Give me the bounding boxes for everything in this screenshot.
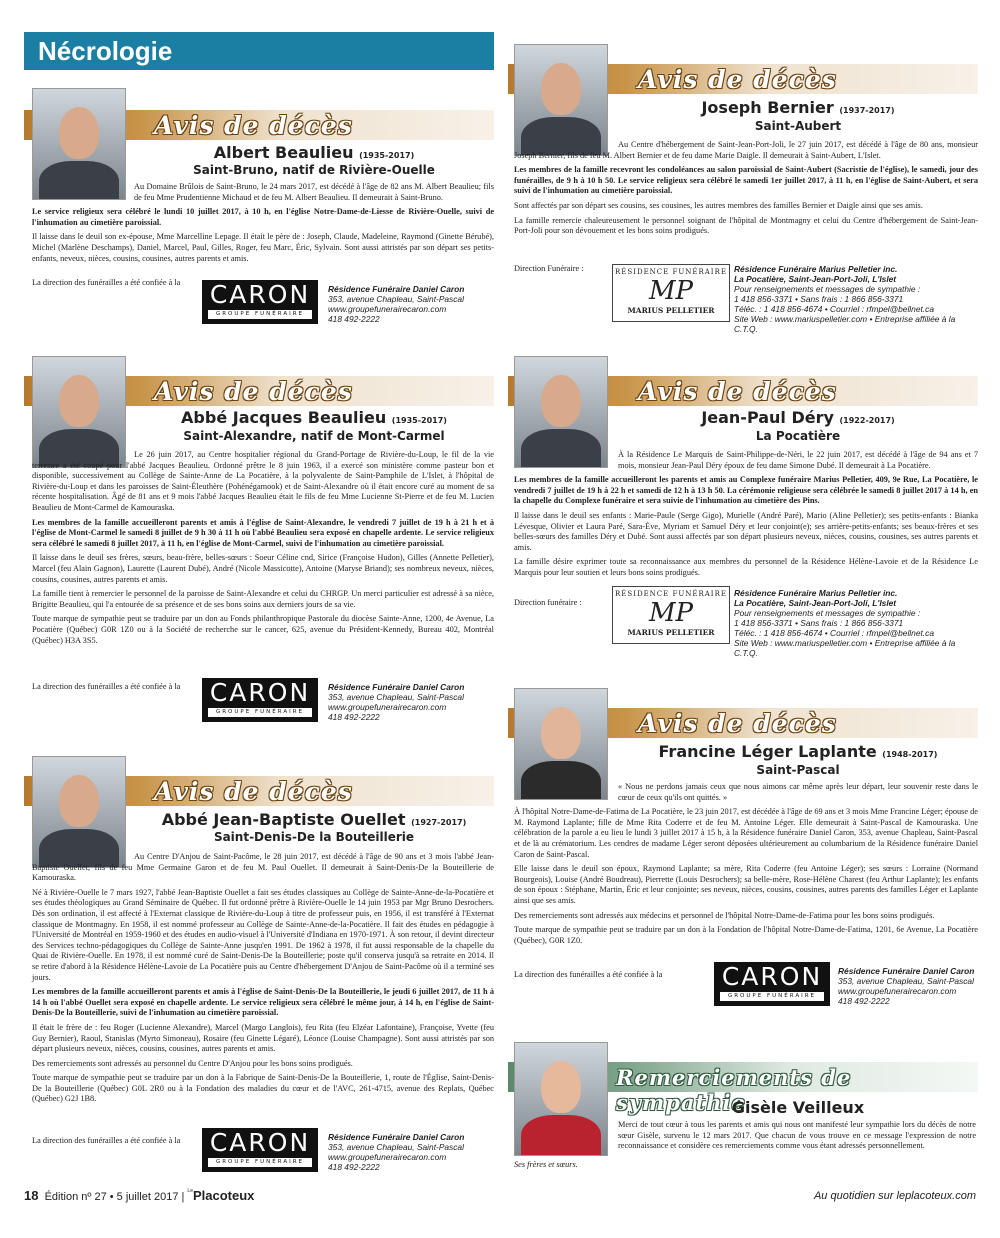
notice-paragraph: Il était le frère de : feu Roger (Lucienne Alexandre), Marcel (Margo Langlois), feu Rita (feu Elzéar Lafontaine), Françoise, Yvette (feu Guy Bernier), Raoul, Stanislas (Myrto Simoneau), Rosaire (feu Ginette Légaré), Léonce (Louise Champagne). Sont aussi attristés par son départ plusieurs neveux, nièces, cousins, cousines, autres parents et amis.	[32, 1022, 494, 1054]
notice-paragraph: Le service religieux sera célébré le lundi 10 juillet 2017, à 10 h, en l'église Notre-Dame-de-Liesse de Rivière-Ouelle, suivi de l'inhumation au cimetière paroissial.	[32, 207, 494, 227]
signature: Ses frères et sœurs.	[514, 1160, 578, 1169]
person-name: Gisèle Veilleux	[731, 1098, 865, 1117]
deceased-place: La Pocatière	[755, 429, 841, 443]
direction-label: La direction des funérailles a été confiée à la	[514, 970, 663, 979]
brand-prefix: Le	[187, 1188, 193, 1194]
banner-title: Avis de décès	[638, 709, 837, 738]
funeral-home-info: Résidence Funéraire Marius Pelletier inc. La Pocatière, Saint-Jean-Port-Joli, L'Islet Pour renseignements et messages de sympathie : 1 418 856-3371 • Sans frais : 1 866 856-3371 Téléc. : 1 418 856-4674 • Courriel : rfmpel@bellnet.ca Site Web : www.mariuspelletier.com • Entreprise affiliée à la C.T.Q.	[734, 588, 956, 658]
notice-paragraph: À l'hôpital Notre-Dame-de-Fatima de La Pocatière, le 23 juin 2017, est décédée à l'âge de 69 ans et 3 mois Mme Francine Léger; épouse de M. Raymond Laplante; fille de Mme Rita Coderre et de feu M. Antoine Léger. Elle demeurait à Saint-Pascal de Kamouraska. Une célébration de la parole a eu lieu le lundi 3 juillet 2017 à 15 h, à la Résidence funéraire Daniel Caron, 353, avenue Chapleau, Saint-Pascal et de là au crématorium. Les cendres de madame Léger seront déposées ultérieurement au columbarium de la Résidence funéraire Daniel Caron de Saint-Pascal.	[514, 807, 978, 859]
notice-paragraph: À la Résidence Le Marquis de Saint-Philippe-de-Néri, le 22 juin 2017, est décédé à l'âge de 94 ans et 7 mois, monsieur Jean-Paul Déry époux de feu dame Simone Dubé. Il demeurait à La Pocatière.	[618, 450, 978, 470]
notice-paragraph: Les membres de la famille accueilleront parents et amis à l'église de Saint-Denis-De la Bouteillerie, le jeudi 6 juillet 2017, de 11 h à 14 h où l'abbé Ouellet sera exposé en chapelle ardente. Le service religieux sera célébré le même jour, à 14 h, en l'église de Saint-Denis-De la Bouteillerie, suivi de l'inhumation au cimetière paroissial.	[32, 987, 494, 1018]
notice-body	[514, 450, 978, 583]
notice-paragraph: Elle laisse dans le deuil son époux, Raymond Laplante; sa mère, Rita Coderre (feu Antoine Léger); ses sœurs : Lorraine (Normand Bourgeois), Louise (André Boudreau), Pierrette (Louis Desrochers); sa belle-mère, Rose-Hélène Charest (feu Arthur Laplante); les enfants de son époux : Stéphane, Martin, Éric et leur conjointe; ses neveux, nièces, cousins, cousines, autres parents des familles Léger et Laplante ainsi que ses amis.	[514, 864, 978, 905]
caron-logo: CARON GROUPE FUNÉRAIRE	[202, 678, 318, 722]
notice-paragraph: Au Domaine Brûlois de Saint-Bruno, le 24 mars 2017, est décédé à l'âge de 82 ans M. Albert Beaulieu; fils de feu Mme Prudentienne Michaud et de feu M. Albert Beaulieu. Il demeurait à Saint-Bruno.	[134, 182, 494, 202]
deceased-name: Joseph Bernier (1937-2017)	[701, 98, 895, 117]
notice-paragraph: Merci de tout cœur à tous les parents et amis qui nous ont manifesté leur sympathie lors du décès de notre sœur Gisèle, survenu le 12 mars 2017. Que chacun de vous trouve en ce message l'expression de notre reconnaissance et considère ces remerciements comme vous étant adressés personnellement.	[618, 1120, 976, 1151]
direction-label: Direction Funéraire :	[514, 264, 584, 273]
notice-body	[32, 450, 494, 650]
notice-paragraph: La famille désire exprimer toute sa reconnaissance aux membres du personnel de la Résidence Hélène-Lavoie et de la Résidence Le Marquis pour leur soutien et leurs bons soins prodigués.	[514, 557, 978, 577]
notice-paragraph: La famille tient à remercier le personnel de la paroisse de Saint-Alexandre et celui du CHRGP. Un merci particulier est adressé à sa nièce, Brigitte Beaulieu, qui l'a entourée de sa présence et de ses bons soins aux derniers jours de sa vie.	[32, 589, 494, 609]
deceased-place: Saint-Bruno, natif de Rivière-Ouelle	[193, 163, 435, 177]
direction-label: La direction des funérailles a été confiée à la	[32, 682, 181, 691]
notice-body	[514, 140, 978, 241]
banner-title: Avis de décès	[154, 111, 353, 140]
marius-pelletier-logo: RÉSIDENCE FUNÉRAIRE MP MARIUS PELLETIER	[612, 586, 730, 644]
page-footer-left	[24, 1188, 254, 1203]
portrait-photo	[514, 1042, 608, 1156]
notice-paragraph: Des remerciements sont adressés aux médecins et personnel de l'hôpital Notre-Dame-de-Fatima pour les bons soins prodigués.	[514, 910, 935, 920]
deceased-place: Saint-Alexandre, natif de Mont-Carmel	[183, 429, 445, 443]
deceased-name: Francine Léger Laplante (1948-2017)	[658, 742, 938, 761]
direction-label: La direction des funérailles a été confiée à la	[32, 1136, 181, 1145]
caron-logo: CARON GROUPE FUNÉRAIRE	[714, 962, 830, 1006]
funeral-home-info: Résidence Funéraire Daniel Caron 353, avenue Chapleau, Saint-Pascal www.groupefunerairecaron.com 418 492-2222	[328, 284, 465, 324]
banner-title: Avis de décès	[154, 377, 353, 406]
notice-paragraph: Le 26 juin 2017, au Centre hospitalier régional du Grand-Portage de Rivière-du-Loup, le fil de la vie terrestre a été coupé pour l'abbé Jacques Beaulieu. Ordonné prêtre le 8 juin 1963, il a exercé son ministère comme pasteur bon et disponible, successivement au Collège de Sainte-Anne de La Pocatière, à la polyvalente de Saint-Pamphile de L'Islet, à l'hôpital de Rivière-du-Loup et dans les paroisses de Saint-Éleuthère (Pohénégamook) et de Saint-Alexandre où il était encore curé au moment de sa récente hospitalisation. Âgé de 81 ans et 9 mois l'abbé Jacques Beaulieu était le fils de feu Mme Lucienne St-Pierre et de feu M. Lucien Beaulieu de Mont-Carmel de Kamouraska.	[32, 450, 494, 512]
direction-label: La direction des funérailles a été confiée à la	[32, 278, 181, 287]
brand-name: Placoteux	[192, 1188, 255, 1203]
notice-paragraph: Au Centre D'Anjou de Saint-Pacôme, le 28 juin 2017, est décédé à l'âge de 90 ans et 3 mois l'abbé Jean-Baptiste Ouellet; fils de feu Mme Germaine Garon et de feu M. Paul Ouellet. Il demeurait à Saint-Denis-De la Bouteillerie de Kamouraska.	[32, 852, 494, 883]
notice-paragraph: Au Centre d'hébergement de Saint-Jean-Port-Joli, le 27 juin 2017, est décédé à l'âge de 80 ans, monsieur Joseph Bernier, fils de feu M. Albert Bernier et de feu dame Marie Daigle. Il demeurait à Saint-Aubert, L'Islet.	[514, 140, 978, 160]
edition-info: Édition nº 27 • 5 juillet 2017 |	[44, 1191, 185, 1203]
notice-body	[514, 782, 978, 950]
notice-paragraph: La famille remercie chaleureusement le personnel soignant de l'hôpital de Montmagny et celui du Centre d'hébergement de Saint-Jean-Port-Joli pour son dévouement et les bons soins prodigués.	[514, 215, 978, 236]
funeral-home-info: Résidence Funéraire Daniel Caron 353, avenue Chapleau, Saint-Pascal www.groupefunerairecaron.com 418 492-2222	[838, 966, 975, 1006]
footer-tagline: Au quotidien sur leplacoteux.com	[813, 1190, 976, 1202]
funeral-home-info: Résidence Funéraire Daniel Caron 353, avenue Chapleau, Saint-Pascal www.groupefunerairecaron.com 418 492-2222	[328, 682, 465, 722]
banner-title: Avis de décès	[638, 65, 837, 94]
section-header: Nécrologie	[24, 32, 494, 70]
deceased-place: Saint-Denis-De la Bouteillerie	[213, 830, 415, 844]
funeral-home-info: Résidence Funéraire Daniel Caron 353, avenue Chapleau, Saint-Pascal www.groupefunerairecaron.com 418 492-2222	[328, 1132, 465, 1172]
notice-body	[618, 1120, 976, 1156]
notice-paragraph: Il laisse dans le deuil ses enfants : Marie-Paule (Serge Gigo), Murielle (André Paré), Mario (Aline Pelletier); ses petits-enfants : Bianka Lévesque, Olivier et Laura Paré, Sara-Ève, Myriam et Samuel Déry et leur conjoint(e); ses arrière-petits-enfants; ses beaux-frères et ses belles-sœurs des familles Déry et Dubé. Sont aussi affectés par son départ plusieurs neveux, nièces, cousins, cousines, ses autres parents et amis.	[514, 510, 978, 552]
deceased-name: Jean-Paul Déry (1922-2017)	[701, 408, 895, 427]
banner-title: Avis de décès	[638, 377, 837, 406]
banner-title: Remerciements de sympathie	[616, 1065, 852, 1115]
notice-paragraph: Né à Rivière-Ouelle le 7 mars 1927, l'abbé Jean-Baptiste Ouellet a fait ses études classiques au Collège de Sainte-Anne-de-la-Pocatière et ses études théologiques au Grand Séminaire de Québec. Il fut ordonné prêtre à Rivière-Ouelle le 14 juin 1953 par Mgr Bruno Desrochers. Dès son ordination, il est affecté à l'Externat classique de Rivière-du-Loup à titre de professeur puis, en 1956, il est transféré à l'Externat classique de Montmagny. En 1958, il est nommé professeur au Collège de Sainte-Anne-de-la-Pocatière. Il fait des études en pédagogie à l'Université de Montréal en 1959-1960 et des études en audio-visuel à l'Université d'Indiana en 1970-1971. À son retour, il devint directeur des Services techno-pédagogiques du Collège de Sainte-Anne jusqu'en 1991. De 1962 à 1978, il fut aussi responsable de la chapelle du Quai de Rivière-Ouelle. En 1978, il est nommé curé de Saint-Denis-De la Bouteillerie; poste qu'il conserva jusqu'à sa retraite en 2014. Il se retire d'abord à la Résidence Hélène-Lavoie de La Pocatière puis au Centre d'hébergement D'Anjou de Saint-Pacôme où il a terminé ses jours.	[32, 887, 494, 982]
notice-paragraph: Toute marque de sympathie peut se traduire par un don à la Fabrique de Saint-Denis-De la Bouteillerie, 1, route de l'Église, Saint-Denis-De la Bouteillerie (Québec) G0L 2R0 ou à la Fondation des maladies du cœur et de l'AVC, 261-4715, avenue des Replats, Québec (Québec) G2J 1B8.	[32, 1073, 494, 1104]
deceased-name: Abbé Jean-Baptiste Ouellet (1927-2017)	[161, 810, 467, 829]
banner-title: Avis de décès	[154, 777, 353, 806]
notice-paragraph: Il laisse dans le deuil ses frères, sœurs, beau-frère, belles-sœurs : Soeur Céline cnd, Sirice (Françoise Hudon), Gilles (Annette Pelletier), Marcel (feu Alain Gagnon), Laurette (Laurent Dubé), André (Nicole Massicotte), Antoine (Maryse Briand); ses nombreux neveux, nièces, cousins, cousines, autres parents et amis.	[32, 553, 494, 584]
marius-pelletier-logo: RÉSIDENCE FUNÉRAIRE MP MARIUS PELLETIER	[612, 264, 730, 322]
notice-paragraph: Les membres de la famille accueilleront parents et amis à l'église de Saint-Alexandre, le vendredi 7 juillet de 19 h à 21 h et à l'église de Mont-Carmel le samedi 8 juillet de 9 h 30 à 11 h où l'abbé Beaulieu sera exposé en chapelle ardente. Le service religieux sera célébré le samedi 8 juillet 2017, à 11 h, en l'église de Mont-Carmel, suivi de l'inhumation au cimetière paroissial.	[32, 517, 494, 548]
notice-paragraph: Les membres de la famille recevront les condoléances au salon paroissial de Saint-Aubert (Sacristie de l'église), le samedi, jour des funérailles, de 9 h à 10 h 50. Le service religieux sera célébré le samedi 1er juillet 2017, à 11 h, en l'église de Saint-Aubert, et sera suivi de l'inhumation au cimetière paroissial.	[514, 165, 978, 196]
notice-paragraph: Il laisse dans le deuil son ex-épouse, Mme Marcelline Lepage. Il était le père de : Joseph, Claude, Madeleine, Raymond (Ginette Bérubé), Michel (Marlène Deschamps), Daniel, Marcel, Paul, Gilles, Roger, feu Marc, Éric, Sylvain. Sont aussi attristés par son départ ses petits-enfants, neveux, nièces, cousins, cousines, autres parents et amis.	[32, 232, 494, 263]
deceased-place: Saint-Pascal	[756, 763, 840, 777]
notice-paragraph: Des remerciements sont adressés au personnel du Centre D'Anjou pour les bons soins prodigués.	[32, 1058, 353, 1068]
notice-paragraph: Les membres de la famille accueilleront les parents et amis au Complexe funéraire Marius Pelletier, 409, 9e Rue, La Pocatière, le vendredi 7 juillet de 19 h à 22 h et samedi de 12 h à 13 h 50. La cérémonie religieuse sera célébrée le samedi 8 juillet 2017 à 14 h, en la chapelle du Complexe funéraire et sera suivie de l'inhumation au cimetière des Pins.	[514, 475, 978, 506]
caron-logo: CARON GROUPE FUNÉRAIRE	[202, 280, 318, 324]
deceased-name: Abbé Jacques Beaulieu (1935-2017)	[181, 408, 447, 427]
funeral-home-info: Résidence Funéraire Marius Pelletier inc. La Pocatière, Saint-Jean-Port-Joli, L'Islet Pour renseignements et messages de sympathie : 1 418 856-3371 • Sans frais : 1 866 856-3371 Téléc. : 1 418 856-4674 • Courriel : rfmpel@bellnet.ca Site Web : www.mariuspelletier.com • Entreprise affiliée à la C.T.Q.	[734, 264, 956, 334]
page-number: 18	[24, 1188, 39, 1203]
notice-paragraph: Toute marque de sympathie peut se traduire par un don au Fonds philanthropique Pastorale du diocèse Sainte-Anne, 1200, 4e Avenue, La Pocatière (Québec) G0R 1Z0 ou à la Société de recherche sur le cancer, 625, avenue du Président-Kennedy, Bureau 402, Montréal (Québec) H3A 3S5.	[32, 614, 494, 645]
deceased-name: Albert Beaulieu (1935-2017)	[213, 143, 415, 162]
notice-paragraph: Sont affectés par son départ ses cousins, ses cousines, les autres membres des familles Bernier et Daigle ainsi que ses amis.	[514, 200, 923, 210]
notice-body	[32, 182, 494, 268]
notice-quote: « Nous ne perdons jamais ceux que nous aimons car même après leur départ, leur souvenir reste dans le cœur de ceux qu'ils ont quittés. »	[618, 782, 978, 802]
deceased-place: Saint-Aubert	[754, 119, 842, 133]
notice-body	[32, 852, 494, 1109]
direction-label: Direction funéraire :	[514, 598, 582, 607]
notice-paragraph: Toute marque de sympathie peut se traduire par un don à la Fondation de l'hôpital Notre-Dame-de-Fatima, 1201, 6e Avenue, La Pocatière (Québec), G0R 1Z0.	[514, 925, 978, 945]
caron-logo: CARON GROUPE FUNÉRAIRE	[202, 1128, 318, 1172]
